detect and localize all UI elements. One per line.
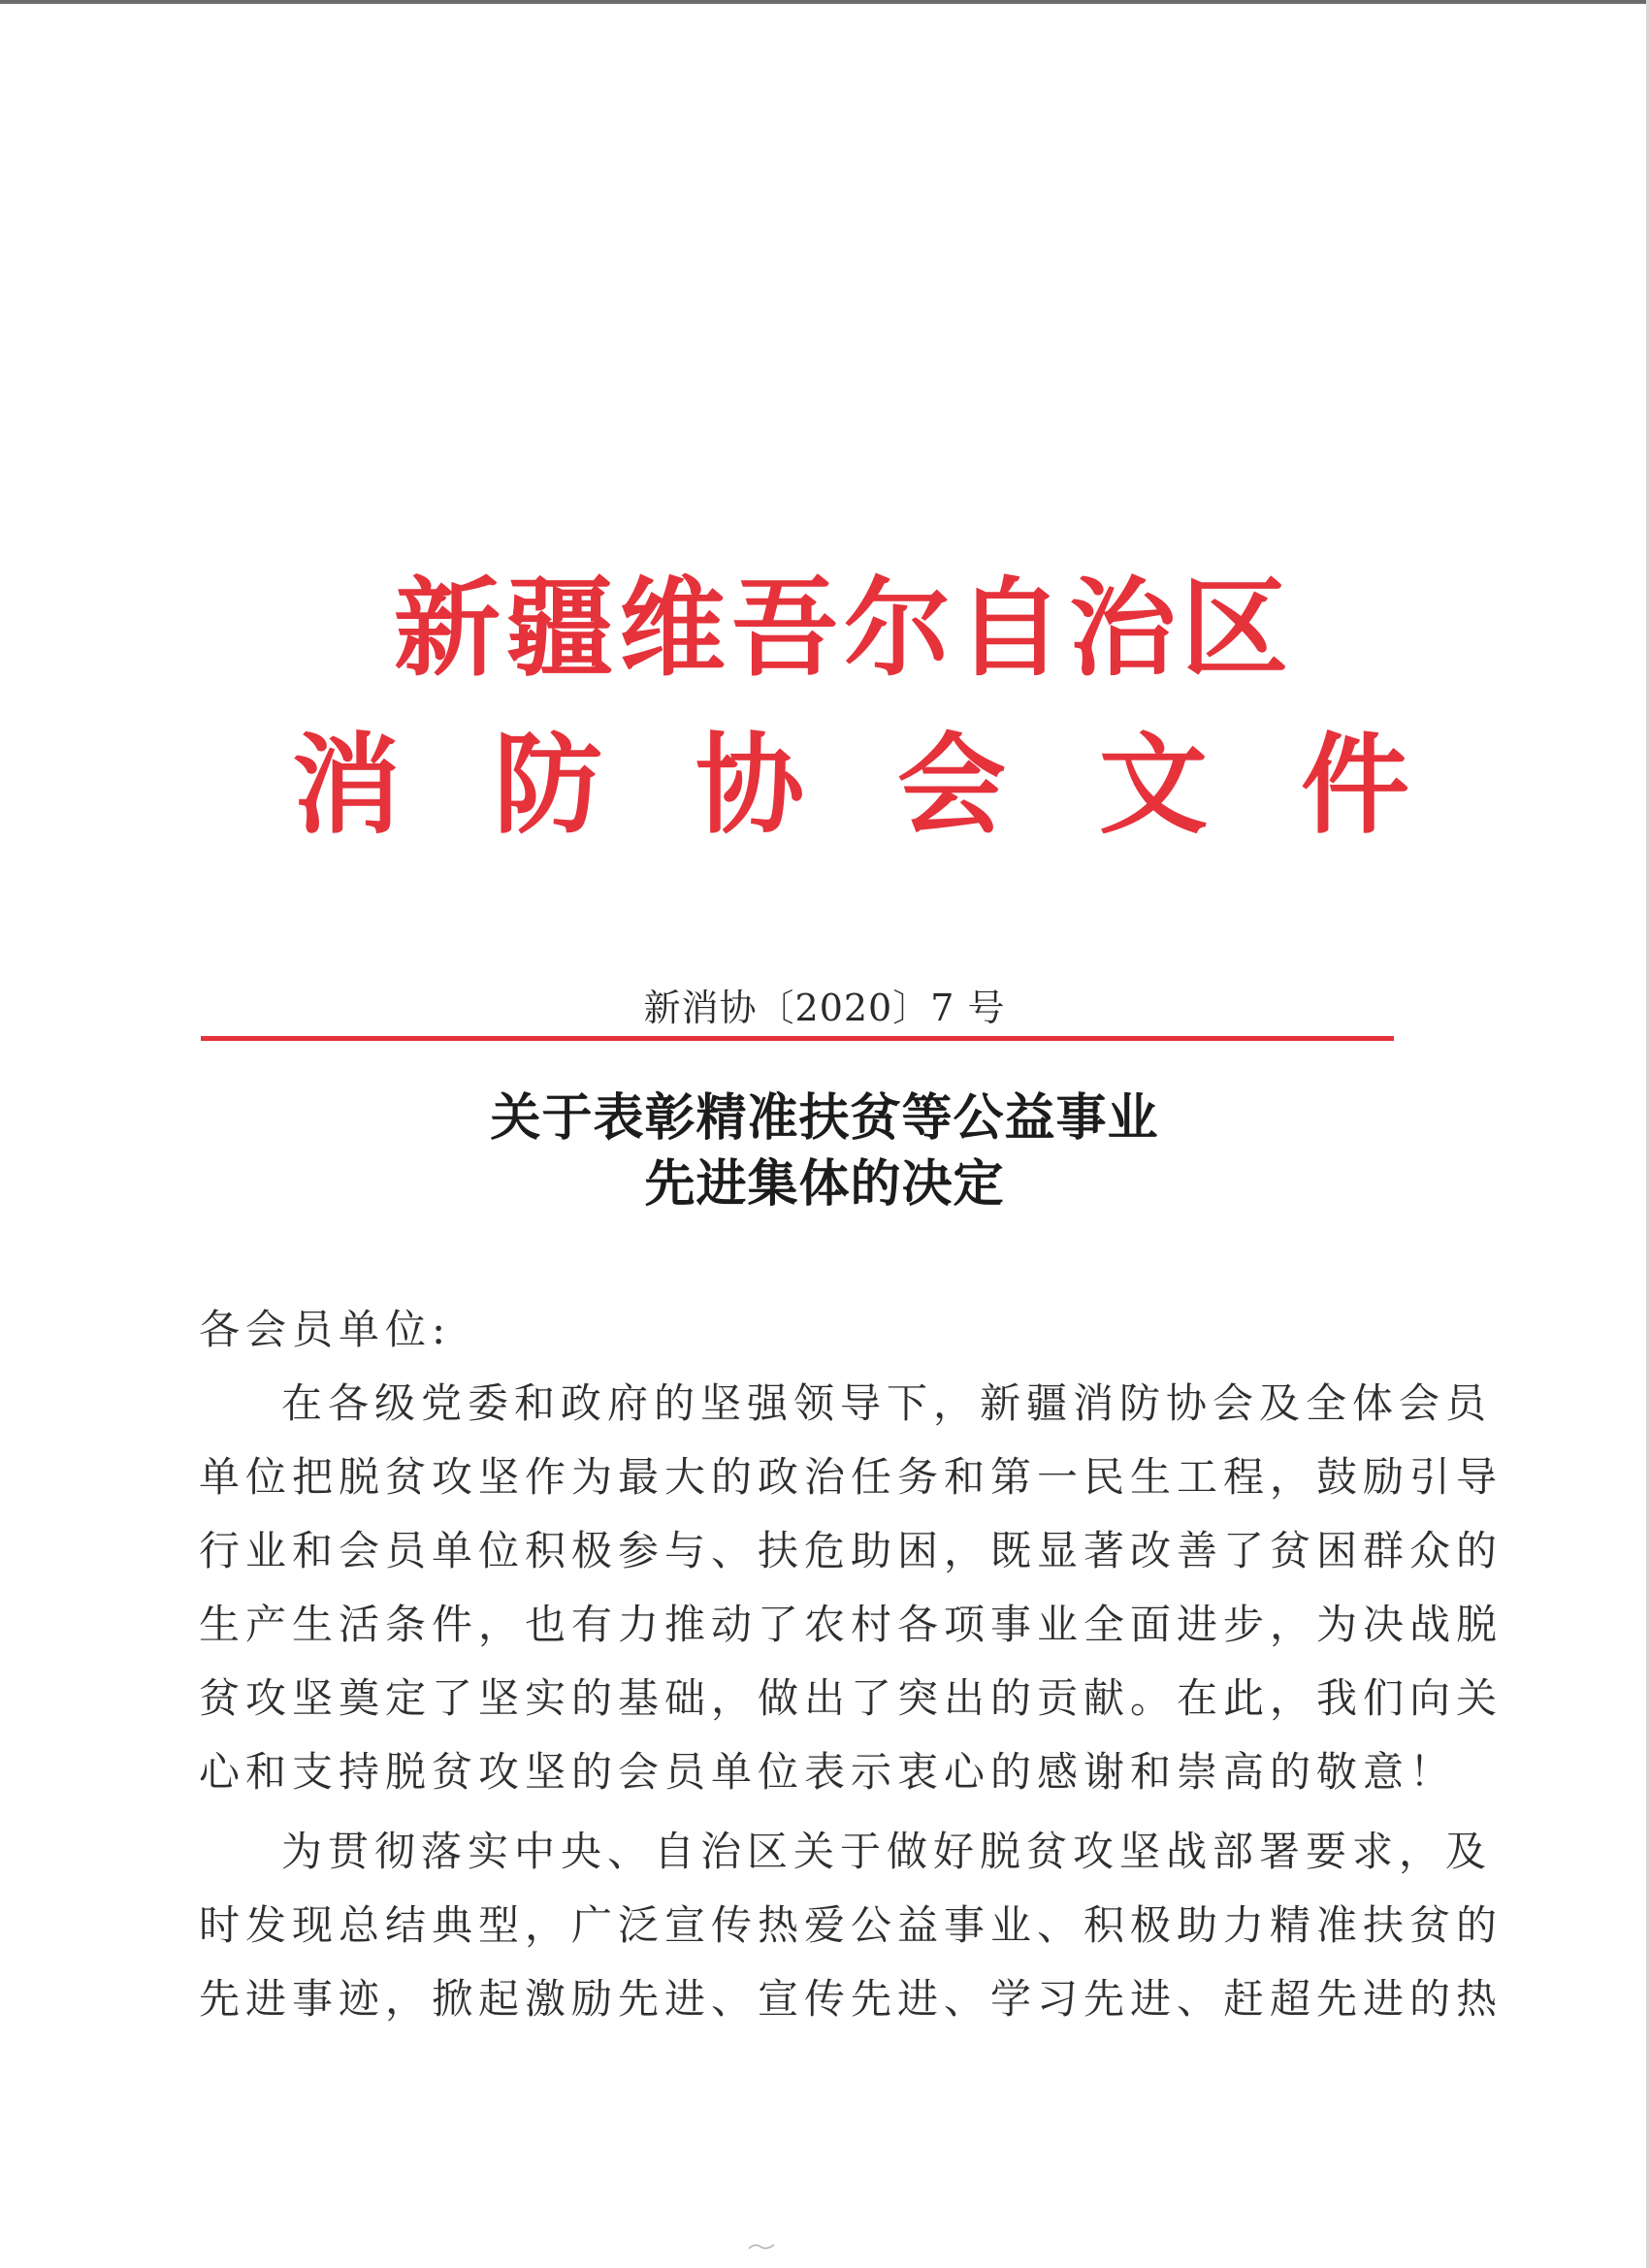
scan-top-edge xyxy=(0,0,1649,4)
issuer-header-line-2: 消防协会文件 xyxy=(292,722,1503,849)
paragraph1-line: 心和支持脱贫攻坚的会员单位表示衷心的感谢和崇高的敬意！ xyxy=(199,1748,1457,1796)
salutation: 各会员单位: xyxy=(199,1306,452,1353)
paragraph1-line: 贫攻坚奠定了坚实的基础，做出了突出的贡献。在此，我们向关 xyxy=(199,1674,1504,1722)
paragraph2-line: 为贯彻落实中央、自治区关于做好脱贫攻坚战部署要求，及 xyxy=(281,1828,1493,1875)
paragraph1-line: 生产生活条件，也有力推动了农村各项事业全面进步，为决战脱 xyxy=(199,1601,1504,1648)
paragraph1-line: 单位把脱贫攻坚作为最大的政治任务和第一民生工程，鼓励引导 xyxy=(199,1453,1504,1501)
issuer-header-line-1: 新疆维吾尔自治区 xyxy=(394,566,1294,691)
red-divider-line xyxy=(201,1036,1394,1041)
document-title-line-1: 关于表彰精准扶贫等公益事业 xyxy=(490,1089,1159,1148)
paragraph2-line: 时发现总结典型，广泛宣传热爱公益事业、积极助力精准扶贫的 xyxy=(199,1901,1504,1949)
paragraph1-line: 行业和会员单位积极参与、扶危助困，既显著改善了贫困群众的 xyxy=(199,1527,1504,1574)
scan-speck xyxy=(747,2241,776,2251)
paragraph1-line: 在各级党委和政府的坚强领导下，新疆消防协会及全体会员 xyxy=(281,1379,1493,1427)
document-title-line-2: 先进集体的决定 xyxy=(644,1155,1005,1214)
paragraph2-line: 先进事迹，掀起激励先进、宣传先进、学习先进、赶超先进的热 xyxy=(199,1975,1504,2023)
document-number: 新消协〔2020〕7 号 xyxy=(643,987,1006,1029)
